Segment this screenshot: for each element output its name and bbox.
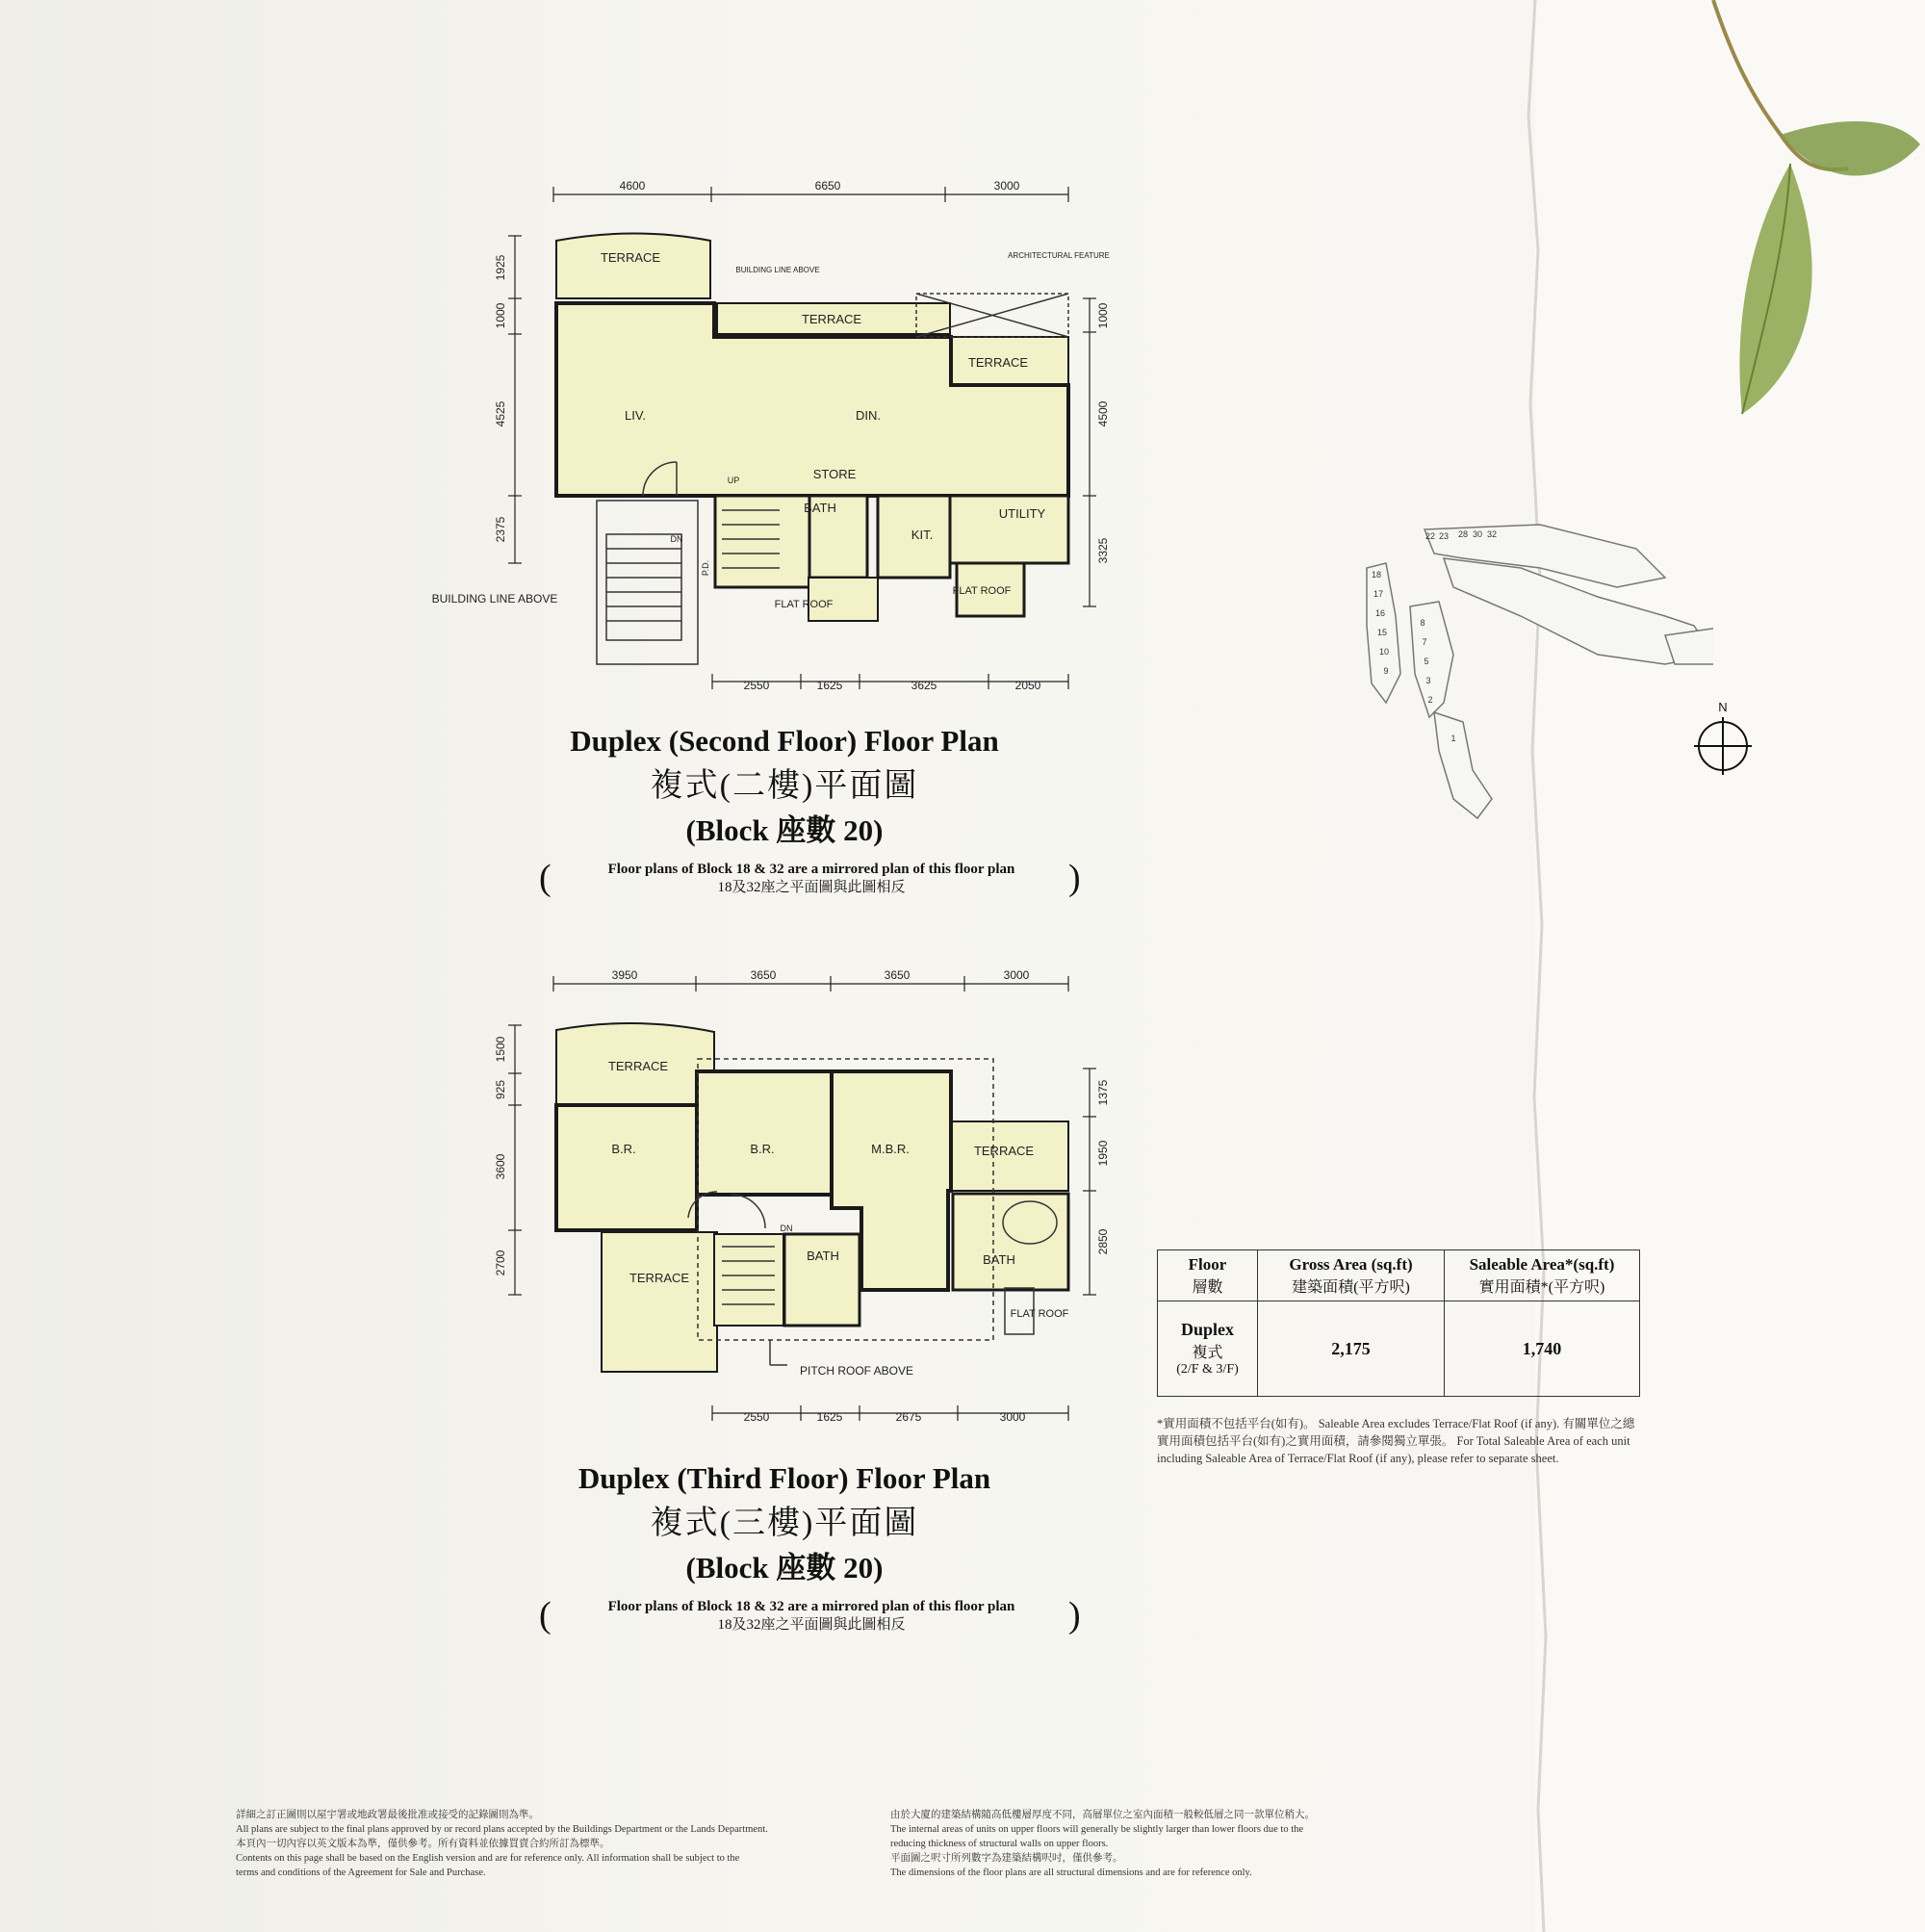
dim-left-4: 2700 (494, 1249, 507, 1276)
site-label: 22 (1424, 531, 1436, 541)
plan2-title-block (500, 724, 1068, 849)
paren-open: ( (539, 858, 552, 898)
disclaimer-line: terms and conditions of the Agreement for Sale and Purchase. (236, 1868, 486, 1878)
site-label: 32 (1486, 529, 1498, 539)
note-pitch-roof: PITCH ROOF ABOVE (799, 1364, 914, 1378)
north-label: N (1718, 700, 1728, 714)
room-flat-roof: FLAT ROOF (1010, 1308, 1069, 1320)
room-pd: P.D. (701, 559, 710, 577)
site-label: 2 (1427, 695, 1433, 705)
site-label: 10 (1378, 647, 1390, 657)
disclaimer-line: reducing thickness of structural walls on upper floors. (890, 1839, 1109, 1849)
site-label: 3 (1425, 676, 1431, 685)
dim-right-2: 4500 (1096, 400, 1110, 427)
north-arrow-icon (1689, 698, 1757, 780)
cell-floor (1158, 1301, 1258, 1397)
disclaimer-line: 本頁內一切內容以英文版本為準，僅供參考。所有資料並依據買賣合約所訂為標準。 (236, 1839, 610, 1849)
dim-bottom-2: 1625 (816, 679, 843, 692)
site-label: 8 (1420, 618, 1425, 628)
site-label: 7 (1422, 637, 1427, 647)
plan2-title-en: Duplex (Second Floor) Floor Plan (570, 724, 999, 758)
stair-dn: DN (780, 1224, 793, 1233)
dim-left-1: 1500 (494, 1036, 507, 1063)
dim-bottom-1: 2550 (743, 679, 770, 692)
disclaimer-line: 由於大廈的建築結構隨高低樓層厚度不同，高層單位之室內面積一般較低層之同一款單位稍大。 (890, 1810, 1315, 1820)
disclaimer-left (236, 1808, 852, 1880)
room-utility: UTILITY (998, 506, 1046, 521)
paper-tear (1502, 0, 1559, 1932)
plan2-mirror-zh: 18及32座之平面圖與此圖相反 (717, 880, 906, 895)
room-bath-1: BATH (807, 1249, 839, 1263)
room-br-1: B.R. (611, 1142, 636, 1156)
room-terrace-2: TERRACE (629, 1271, 690, 1285)
site-blocks (1367, 525, 1713, 818)
cell-floor-sub: (2/F & 3/F) (1176, 1362, 1239, 1377)
site-label: 18 (1371, 570, 1382, 580)
paren-close: ) (1068, 1595, 1081, 1636)
header-saleable (1445, 1250, 1640, 1301)
header-floor (1158, 1250, 1258, 1301)
table-header-row (1158, 1250, 1640, 1301)
area-table (1157, 1249, 1640, 1397)
header-gross-en: Gross Area (sq.ft) (1289, 1254, 1413, 1274)
dim-top-3: 3000 (993, 179, 1020, 193)
paren-close: ) (1068, 858, 1081, 898)
site-label: 30 (1472, 529, 1483, 539)
disclaimer-line: The internal areas of units on upper floors will generally be slightly larger than lower floors due to the (890, 1824, 1304, 1835)
dim-top-2: 3650 (750, 968, 777, 982)
site-key-plan (1348, 510, 1713, 837)
stair-up: UP (727, 476, 740, 485)
plan2-mirror-note (552, 861, 1071, 897)
header-saleable-en: Saleable Area*(sq.ft) (1469, 1254, 1615, 1274)
site-label: 9 (1383, 666, 1389, 676)
plan3-block: (Block 座數 20) (685, 1551, 884, 1584)
dim-left-2: 1000 (494, 302, 507, 329)
note-building-line-small: BUILDING LINE ABOVE (735, 266, 820, 274)
header-floor-zh: 層數 (1192, 1278, 1223, 1296)
dim-bottom-2: 1625 (816, 1410, 843, 1424)
dim-top-4: 3000 (1003, 968, 1030, 982)
disclaimer-line: Contents on this page shall be based on the English version and are for reference only. All information shall be subject to the (236, 1853, 740, 1864)
dim-top-1: 4600 (619, 179, 646, 193)
area-footnote: *實用面積不包括平台(如有)。 Saleable Area excludes Terrace/Flat Roof (if any). 有關單位之總實用面積包括平台(如有)之實用面積，請參閱獨立單張。 For Total Saleable Area of each unit including Saleable Area of Terrace/Flat Roof (if any), please refer to separate sheet. (1157, 1417, 1635, 1465)
plan3-title-zh: 複式(三樓)平面圖 (650, 1506, 919, 1541)
room-din: DIN. (856, 408, 881, 423)
header-saleable-zh: 實用面積*(平方呎) (1478, 1278, 1605, 1296)
dim-right-3: 3325 (1096, 537, 1110, 564)
site-label: 17 (1373, 589, 1384, 599)
leaf-decoration (1694, 0, 1925, 452)
header-gross (1258, 1250, 1445, 1301)
dim-left-4: 2375 (494, 516, 507, 543)
site-label: 16 (1374, 608, 1386, 618)
dim-bottom-1: 2550 (743, 1410, 770, 1424)
room-terrace-3: TERRACE (973, 1144, 1035, 1158)
header-floor-en: Floor (1188, 1254, 1227, 1274)
room-terrace-1: TERRACE (607, 1059, 669, 1073)
room-store: STORE (812, 467, 857, 481)
room-bath-2: BATH (983, 1252, 1015, 1267)
site-label: 15 (1376, 628, 1388, 637)
dim-left-3: 3600 (494, 1153, 507, 1180)
dim-right-1: 1000 (1096, 302, 1110, 329)
table-row (1158, 1301, 1640, 1397)
plan2-block: (Block 座數 20) (685, 813, 884, 847)
floor-plan-second (404, 173, 1136, 712)
plan2-title-zh: 複式(二樓)平面圖 (650, 768, 919, 804)
plan2-mirror-en: Floor plans of Block 18 & 32 are a mirrored plan of this floor plan (607, 862, 1015, 877)
dim-right-1: 1375 (1096, 1079, 1110, 1106)
cell-floor-zh: 複式 (1192, 1345, 1223, 1361)
disclaimer-line: 詳細之訂正圖則以屋宇署或地政署最後批准或接受的記錄圖則為準。 (236, 1810, 539, 1820)
cell-saleable: 1,740 (1445, 1301, 1640, 1397)
dim-top-2: 6650 (814, 179, 841, 193)
rooms (556, 1023, 1068, 1372)
dim-bottom-4: 2050 (1014, 679, 1041, 692)
plan3-mirror-zh: 18及32座之平面圖與此圖相反 (717, 1617, 906, 1633)
plan3-mirror-note (552, 1598, 1071, 1635)
disclaimer-line: The dimensions of the floor plans are all structural dimensions and are for reference only. (890, 1868, 1252, 1878)
note-building-line-above: BUILDING LINE ABOVE (431, 592, 558, 605)
dim-left-1: 1925 (494, 254, 507, 281)
floor-plan-third (404, 963, 1136, 1434)
dim-bottom-3: 3625 (911, 679, 937, 692)
disclaimer-line: 平面圖之呎寸所列數字為建築結構呎吋，僅供參考。 (890, 1853, 1123, 1864)
site-label: 5 (1424, 657, 1429, 666)
dim-right-2: 1950 (1096, 1140, 1110, 1167)
plan3-title-en: Duplex (Third Floor) Floor Plan (578, 1461, 991, 1495)
dim-top-1: 3950 (611, 968, 638, 982)
room-liv: LIV. (625, 408, 646, 423)
room-flat-roof-1: FLAT ROOF (774, 599, 834, 610)
room-terrace-2: TERRACE (801, 312, 862, 326)
dim-bottom-4: 3000 (999, 1410, 1026, 1424)
room-bath: BATH (804, 501, 836, 515)
site-label: 28 (1457, 529, 1469, 539)
room-mbr: M.B.R. (871, 1142, 910, 1156)
room-terrace-1: TERRACE (600, 250, 661, 265)
dim-right-3: 2850 (1096, 1228, 1110, 1255)
room-br-2: B.R. (750, 1142, 775, 1156)
dim-bottom-3: 2675 (895, 1410, 922, 1424)
cell-floor-en: Duplex (1180, 1320, 1234, 1339)
disclaimer-right (890, 1808, 1429, 1880)
paren-open: ( (539, 1595, 552, 1636)
plan3-mirror-en: Floor plans of Block 18 & 32 are a mirrored plan of this floor plan (607, 1599, 1015, 1614)
plan3-title-block (500, 1461, 1068, 1586)
site-label: 23 (1438, 531, 1450, 541)
header-gross-zh: 建築面積(平方呎) (1292, 1278, 1410, 1296)
site-label: 1 (1450, 734, 1456, 743)
stair-dn: DN (670, 534, 683, 544)
dim-left-3: 4525 (494, 400, 507, 427)
room-kit: KIT. (911, 528, 934, 542)
dim-left-2: 925 (494, 1079, 507, 1100)
disclaimer-line: All plans are subject to the final plans approved by or record plans accepted by the Buildings Department or the Lands Department. (236, 1824, 768, 1835)
room-terrace-3: TERRACE (967, 355, 1029, 370)
cell-gross: 2,175 (1258, 1301, 1445, 1397)
note-arch-feature: ARCHITECTURAL FEATURE (1008, 251, 1110, 260)
room-flat-roof-2: FLAT ROOF (952, 585, 1012, 597)
dim-top-3: 3650 (884, 968, 911, 982)
